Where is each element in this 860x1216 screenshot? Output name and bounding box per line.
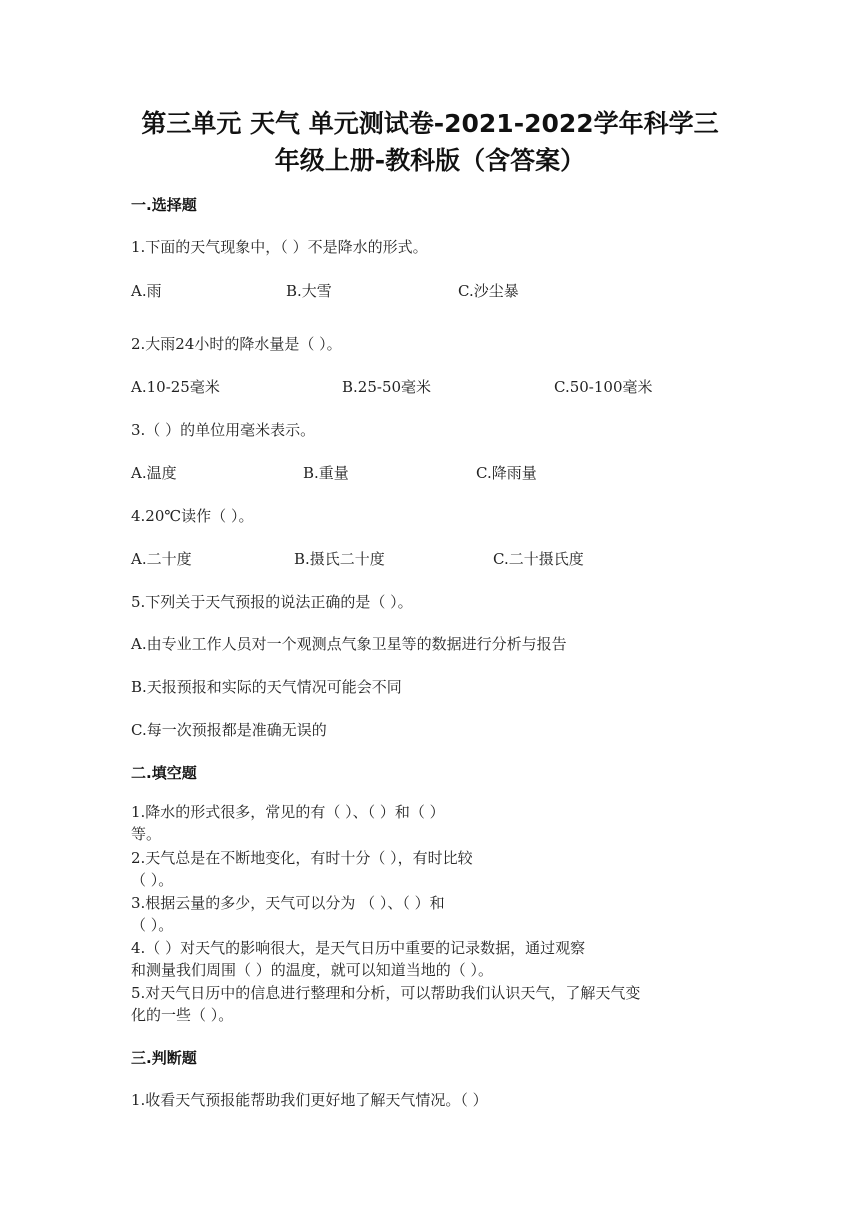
page-title-line-1: 第三单元 天气 单元测试卷-2021-2022学年科学三: [141, 109, 719, 138]
fill-line: 5.对天气日历中的信息进行整理和分析，可以帮助我们认识天气，了解天气变: [131, 984, 641, 1002]
option-c: C.沙尘暴: [458, 282, 519, 300]
section-heading-judge: 三.判断题: [131, 1049, 197, 1067]
question-stem: 1.下面的天气现象中，（ ）不是降水的形式。: [131, 238, 428, 256]
fill-line: 化的一些（ ）。: [131, 1006, 234, 1024]
option-b: B.重量: [303, 464, 349, 482]
option-c: C.50-100毫米: [554, 378, 653, 396]
option-a: A.由专业工作人员对一个观测点气象卫星等的数据进行分析与报告: [131, 635, 567, 653]
question-stem: 4.20℃读作（ ）。: [131, 507, 254, 525]
option-c: C.二十摄氏度: [493, 550, 584, 568]
fill-line: 3.根据云量的多少，天气可以分为 （ ）、（ ）和: [131, 894, 445, 912]
fill-line: 4.（ ）对天气的影响很大，是天气日历中重要的记录数据，通过观察: [131, 939, 586, 957]
option-a: A.雨: [131, 282, 162, 300]
question-stem: 3.（ ）的单位用毫米表示。: [131, 421, 316, 439]
section-heading-choice: 一.选择题: [131, 196, 197, 214]
section-heading-fill: 二.填空题: [131, 764, 197, 782]
fill-line: 和测量我们周围（ ）的温度，就可以知道当地的（ ）。: [131, 961, 494, 979]
question-stem: 2.大雨24小时的降水量是（ ）。: [131, 335, 342, 353]
option-b: B.天报预报和实际的天气情况可能会不同: [131, 678, 402, 696]
option-b: B.摄氏二十度: [294, 550, 385, 568]
option-c: C.降雨量: [476, 464, 537, 482]
fill-line: （ ）。: [131, 871, 174, 889]
option-c: C.每一次预报都是准确无误的: [131, 721, 327, 739]
option-a: A.10-25毫米: [131, 378, 220, 396]
question-stem: 1.收看天气预报能帮助我们更好地了解天气情况。（ ）: [131, 1091, 488, 1109]
option-b: B.大雪: [286, 282, 332, 300]
fill-line: （ ）。: [131, 916, 174, 934]
fill-line: 2.天气总是在不断地变化，有时十分（ ），有时比较: [131, 849, 473, 867]
option-b: B.25-50毫米: [342, 378, 432, 396]
page-title-line-2: 年级上册-教科版（含答案）: [274, 146, 586, 175]
option-a: A.二十度: [131, 550, 192, 568]
option-a: A.温度: [131, 464, 177, 482]
fill-line: 1.降水的形式很多，常见的有（ ）、（ ）和（ ）: [131, 803, 445, 821]
fill-line: 等。: [131, 825, 162, 843]
question-stem: 5.下列关于天气预报的说法正确的是（ ）。: [131, 593, 413, 611]
